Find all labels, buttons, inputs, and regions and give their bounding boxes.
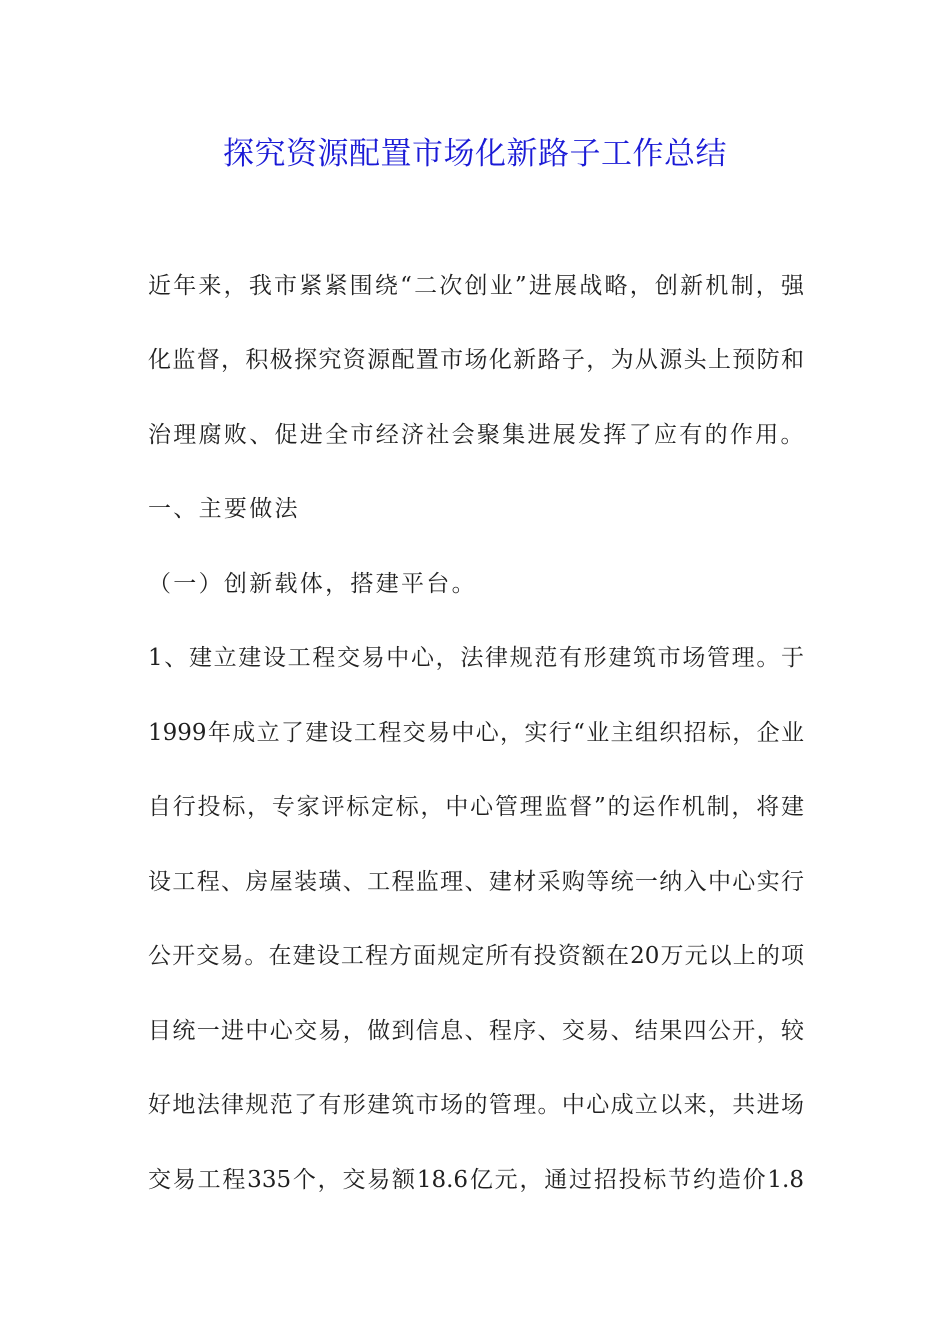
paragraph-line: 目统一进中心交易，做到信息、程序、交易、结果四公开，较	[148, 1018, 804, 1044]
paragraph-line: 好地法律规范了有形建筑市场的管理。中心成立以来，共进场	[148, 1092, 804, 1118]
paragraph-line: 交易工程335个，交易额18.6亿元，通过招投标节约造价1.8	[148, 1167, 804, 1193]
subsection-heading: （一）创新载体，搭建平台。	[148, 571, 477, 597]
paragraph-line: 1、建立建设工程交易中心，法律规范有形建筑市场管理。于	[148, 645, 804, 671]
paragraph-line: 化监督，积极探究资源配置市场化新路子，为从源头上预防和	[148, 347, 804, 373]
section-heading: 一、主要做法	[148, 496, 300, 522]
paragraph-line: 设工程、房屋装璜、工程监理、建材采购等统一纳入中心实行	[148, 869, 804, 895]
paragraph-line: 1999年成立了建设工程交易中心，实行“业主组织招标，企业	[148, 720, 804, 746]
document-title: 探究资源配置市场化新路子工作总结	[223, 136, 727, 172]
paragraph-line: 公开交易。在建设工程方面规定所有投资额在20万元以上的项	[148, 943, 804, 969]
paragraph-line: 治理腐败、促进全市经济社会聚集进展发挥了应有的作用。	[148, 422, 806, 448]
paragraph-line: 自行投标，专家评标定标，中心管理监督”的运作机制，将建	[148, 794, 804, 820]
paragraph-line: 近年来，我市紧紧围绕“二次创业”进展战略，创新机制，强	[148, 273, 804, 299]
